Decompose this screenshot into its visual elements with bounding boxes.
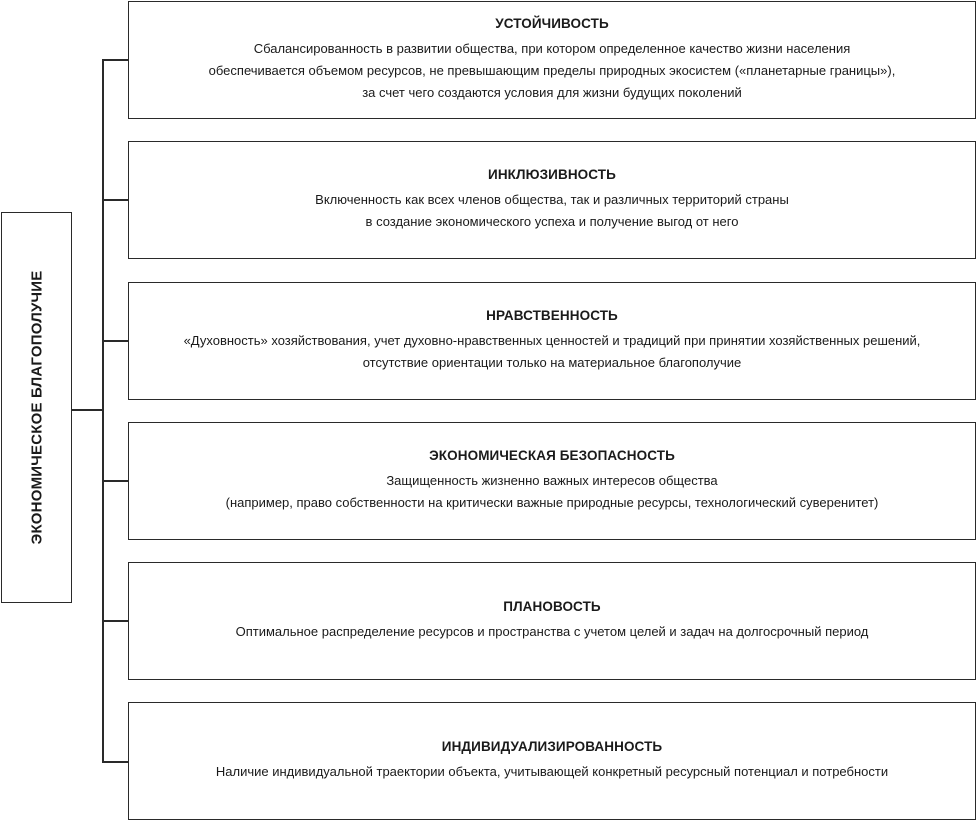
box-title: УСТОЙЧИВОСТЬ (495, 16, 609, 31)
root-connector (72, 409, 103, 411)
box-text-line: за счет чего создаются условия для жизни будущих поколений (362, 85, 742, 100)
branch-connector (102, 59, 129, 61)
concept-box-individualization (128, 702, 976, 820)
concept-box-inclusiveness (128, 141, 976, 259)
vertical-trunk (102, 59, 104, 762)
box-text-line: обеспечивается объемом ресурсов, не превышающим пределы природных экосистем («планетарные границы»), (208, 63, 896, 78)
box-text-line: (например, право собственности на критически важные природные ресурсы, технологический суверенитет) (225, 495, 879, 510)
branch-connector (102, 620, 129, 622)
concept-box-economic-security (128, 422, 976, 540)
branch-connector (102, 480, 129, 482)
box-title: ЭКОНОМИЧЕСКАЯ БЕЗОПАСНОСТЬ (429, 448, 675, 463)
box-title: ПЛАНОВОСТЬ (503, 599, 601, 614)
box-title: НРАВСТВЕННОСТЬ (486, 308, 618, 323)
box-text-line: в создание экономического успеха и получение выгод от него (365, 214, 739, 229)
branch-connector (102, 199, 129, 201)
box-title: ИНДИВИДУАЛИЗИРОВАННОСТЬ (441, 739, 663, 754)
branch-connector (102, 340, 129, 342)
root-node (1, 212, 72, 603)
box-text-line: Оптимальное распределение ресурсов и пространства с учетом целей и задач на долгосрочный период (235, 624, 869, 639)
box-text-line: Включенность как всех членов общества, так и различных территорий страны (315, 192, 789, 207)
concept-box-sustainability (128, 1, 976, 119)
branch-connector (102, 761, 129, 763)
box-text-line: Сбалансированность в развитии общества, при котором определенное качество жизни населения (253, 41, 851, 56)
root-label: ЭКОНОМИЧЕСКОЕ БЛАГОПОЛУЧИЕ (28, 270, 45, 545)
concept-box-planning (128, 562, 976, 680)
concept-box-morality (128, 282, 976, 400)
box-text-line: Наличие индивидуальной траектории объекта, учитывающей конкретный ресурсный потенциал и потребности (215, 764, 889, 779)
box-title: ИНКЛЮЗИВНОСТЬ (488, 167, 616, 182)
box-text-line: «Духовность» хозяйствования, учет духовно-нравственных ценностей и традиций при принятии хозяйственных решений, (183, 333, 921, 348)
box-text-line: Защищенность жизненно важных интересов общества (386, 473, 718, 488)
box-text-line: отсутствие ориентации только на материальное благополучие (362, 355, 742, 370)
